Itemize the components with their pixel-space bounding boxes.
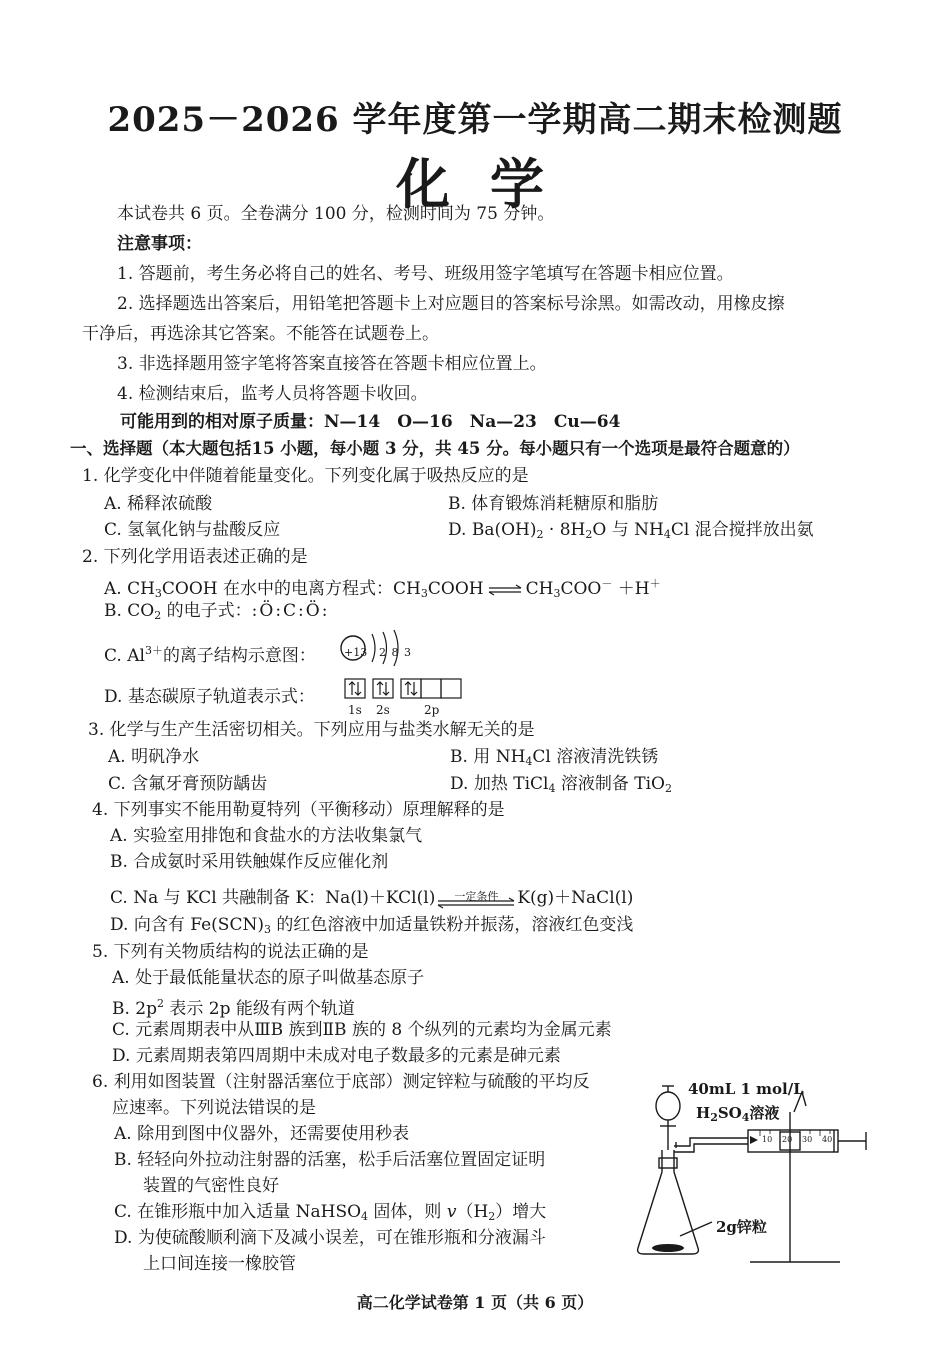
q1-option-a: A. 稀释浓硫酸 (104, 494, 213, 514)
q5-stem: 5. 下列有关物质结构的说法正确的是 (92, 942, 369, 962)
q6-option-b-line1: B. 轻轻向外拉动注射器的活塞，松手后活塞位置固定证明 (114, 1150, 546, 1170)
syringe-tick-10: 10 (762, 1135, 773, 1144)
orbital-label-2p: 2p (424, 703, 440, 717)
q4-option-c: C. Na 与 KCl 共融制备 K：Na(l)＋KCl(l) 一定条件 K(g)＋NaCl(l) (110, 887, 633, 910)
q3-option-d: D. 加热 TiCl$_4$ 溶液制备 TiO$_2$ (450, 774, 672, 795)
q4-option-b: B. 合成氨时采用铁触媒作反应催化剂 (110, 852, 389, 872)
subject-title: 化学 (396, 152, 584, 216)
orbital-label-2s: 2s (376, 703, 390, 717)
syringe-tick-40: 40 (822, 1135, 833, 1144)
page-footer: 高二化学试卷第 1 页（共 6 页） (356, 1293, 594, 1312)
experiment-apparatus-figure (630, 1072, 880, 1272)
q3-option-a: A. 明矾净水 (108, 747, 200, 767)
condition-arrow-icon (437, 888, 515, 910)
orbital-diagram (344, 678, 468, 700)
q4-option-d: D. 向含有 $Fe(SCN)_3$ 的红色溶液中加适量铁粉并振荡，溶液红色变浅 (110, 915, 634, 936)
note-2a: 2. 选择题选出答案后，用铅笔把答题卡上对应题目的答案标号涂黑。如需改动，用橡皮擦 (117, 294, 785, 314)
section-heading: 一、选择题（本大题包括15 小题，每小题 3 分，共 45 分。每小题只有一个选项是最符合题意的） (70, 439, 800, 458)
q6-option-d-line2: 上口间连接一橡胶管 (143, 1254, 296, 1274)
orbital-label-1s: 1s (348, 703, 362, 717)
q6-option-a: A. 除用到图中仪器外，还需要使用秒表 (114, 1124, 410, 1144)
q5-option-d: D. 元素周期表第四周期中未成对电子数最多的元素是砷元素 (112, 1046, 561, 1066)
q5-option-b: B. $2p^2$ 表示 2p 能级有两个轨道 (112, 997, 355, 1019)
q6-option-d-line1: D. 为使硫酸顺利滴下及减小误差，可在锥形瓶和分液漏斗 (114, 1228, 546, 1248)
q2-option-a: A. $CH_3COOH$ 在水中的电离方程式：$CH_3COOH$ $CH_3COO^- +H^+$ (104, 577, 661, 600)
q3-option-c: C. 含氟牙膏预防龋齿 (108, 774, 268, 794)
exam-info: 本试卷共 6 页。全卷满分 100 分，检测时间为 75 分钟。 (117, 204, 555, 224)
acid-solution-label: $H_2SO_4$溶液 (696, 1104, 780, 1124)
q1-stem: 1. 化学变化中伴随着能量变化。下列变化属于吸热反应的是 (82, 466, 529, 486)
note-3: 3. 非选择题用签字笔将答案直接答在答题卡相应位置上。 (117, 354, 547, 374)
equilibrium-arrow-icon (488, 585, 522, 595)
q6-stem-line2: 应速率。下列说法错误的是 (112, 1098, 316, 1118)
q2-option-c: C. $Al^{3+}$的离子结构示意图： (104, 644, 316, 666)
syringe-tick-30: 30 (802, 1135, 813, 1144)
reaction-condition: 一定条件 (454, 889, 499, 903)
exam-title: 2025－2026 学年度第一学期高二期末检测题 (107, 100, 843, 140)
q4-option-a: A. 实验室用排饱和食盐水的方法收集氯气 (110, 826, 423, 846)
q1-option-d: D. $Ba(OH)_2 \cdot 8H_2O$ 与 $NH_4Cl$ 混合搅拌放出氨 (448, 520, 814, 541)
q3-option-b: B. 用 $NH_4Cl$ 溶液清洗铁锈 (450, 747, 659, 768)
q3-stem: 3. 化学与生产生活密切相关。下列应用与盐类水解无关的是 (88, 720, 535, 740)
q6-stem-line1: 6. 利用如图装置（注射器活塞位于底部）测定锌粒与硫酸的平均反 (92, 1072, 590, 1092)
q6-option-c: C. 在锥形瓶中加入适量 NaHSO$_4$ 固体，则 $v(H_2)$增大 (114, 1202, 547, 1223)
note-1: 1. 答题前，考生务必将自己的姓名、考号、班级用签字笔填写在答题卡相应位置。 (117, 264, 734, 284)
notes-heading: 注意事项： (117, 234, 202, 254)
q4-stem: 4. 下列事实不能用勒夏特列（平衡移动）原理解释的是 (92, 800, 505, 820)
q5-option-c: C. 元素周期表中从ⅢB 族到ⅡB 族的 8 个纵列的元素均为金属元素 (112, 1020, 612, 1040)
q2-option-d: D. 基态碳原子轨道表示式： (104, 687, 315, 707)
q5-option-a: A. 处于最低能量状态的原子叫做基态原子 (112, 968, 425, 988)
note-4: 4. 检测结束后，监考人员将答题卡收回。 (117, 384, 428, 404)
ion-shell-label: 2 8 3 (379, 646, 411, 659)
electron-formula: :Ö:C:Ö: (251, 601, 330, 621)
note-2b: 干净后，再选涂其它答案。不能答在试题卷上。 (82, 324, 439, 344)
syringe-tick-20: 20 (782, 1135, 793, 1144)
q1-option-b: B. 体育锻炼消耗糖原和脂肪 (448, 494, 659, 514)
q2-stem: 2. 下列化学用语表述正确的是 (82, 547, 308, 567)
acid-volume-label: 40mL 1 mol/L (688, 1080, 804, 1098)
q2-option-b: B. $CO_2$ 的电子式：:Ö:C:Ö: (104, 601, 330, 622)
q1-option-c: C. 氢氧化钠与盐酸反应 (104, 520, 281, 540)
zinc-label: 2g锌粒 (716, 1218, 767, 1236)
atomic-masses: 可能用到的相对原子质量：N—14 O—16 Na—23 Cu—64 (120, 412, 621, 432)
q6-option-b-line2: 装置的气密性良好 (143, 1176, 279, 1196)
ion-nucleus-label: +13 (344, 646, 368, 659)
